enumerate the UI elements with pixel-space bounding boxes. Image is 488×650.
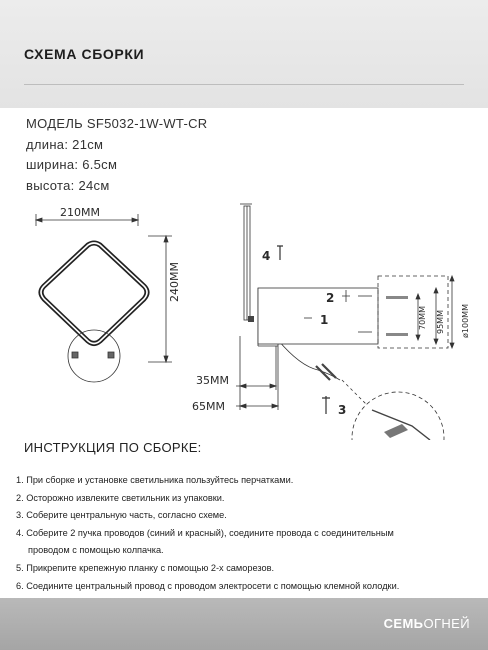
front-view: [36, 214, 172, 382]
brand-bold: СЕМЬ: [383, 616, 424, 631]
dim-95-label: 95ММ: [436, 310, 445, 334]
instructions-title: ИНСТРУКЦИЯ ПО СБОРКЕ:: [24, 440, 202, 455]
brand-light: ОГНЕЙ: [423, 616, 470, 631]
detail-callout: [342, 380, 444, 440]
page-title: СХЕМА СБОРКИ: [24, 46, 145, 62]
step-4-marker: 4: [262, 249, 271, 263]
step-2-marker: 2: [326, 291, 335, 305]
spec-width: ширина: 6.5см: [26, 157, 118, 172]
step-1-marker: 1: [320, 313, 329, 327]
brand-logo: [384, 616, 470, 631]
instruction-step-continuation: проводом с помощью колпачка.: [28, 545, 164, 556]
dim-depth-1-label: 35ММ: [196, 374, 229, 387]
dim-70-label: 70ММ: [418, 306, 427, 330]
instruction-step: 6. Соедините центральный провод с проводом электросети с помощью клемной колодки.: [16, 580, 400, 591]
spec-height: высота: 24см: [26, 177, 110, 193]
model-name: МОДЕЛЬ SF5032-1W-WT-CR: [26, 116, 208, 131]
footer-band: [0, 598, 488, 650]
spec-length: длина: 21см: [26, 136, 104, 152]
instruction-step: 3. Соберите центральную часть, согласно схеме.: [16, 510, 227, 521]
instruction-step: 4. Соберите 2 пучка проводов (синий и красный), соедините провода с соединительным: [16, 527, 394, 538]
dim-width-label: 210ММ: [60, 206, 100, 219]
instruction-step: 5. Прикрепите крепежную планку с помощью 2-х саморезов.: [16, 562, 274, 573]
instruction-step: 1. При сборке и установке светильника пользуйтесь перчатками.: [16, 475, 294, 485]
specifications: [26, 114, 207, 196]
header-band: [0, 0, 488, 108]
instruction-step: 2. Осторожно извлеките светильник из упаковки.: [16, 492, 225, 503]
instruction-list: [16, 472, 399, 595]
assembly-drawing: [0, 190, 488, 440]
step-3-marker: 3: [338, 403, 347, 417]
header-divider: [24, 84, 464, 85]
dim-depth-2-label: 65ММ: [192, 400, 225, 413]
dim-d100-label: ø100ММ: [461, 304, 470, 338]
dim-height-label: 240ММ: [168, 262, 181, 302]
